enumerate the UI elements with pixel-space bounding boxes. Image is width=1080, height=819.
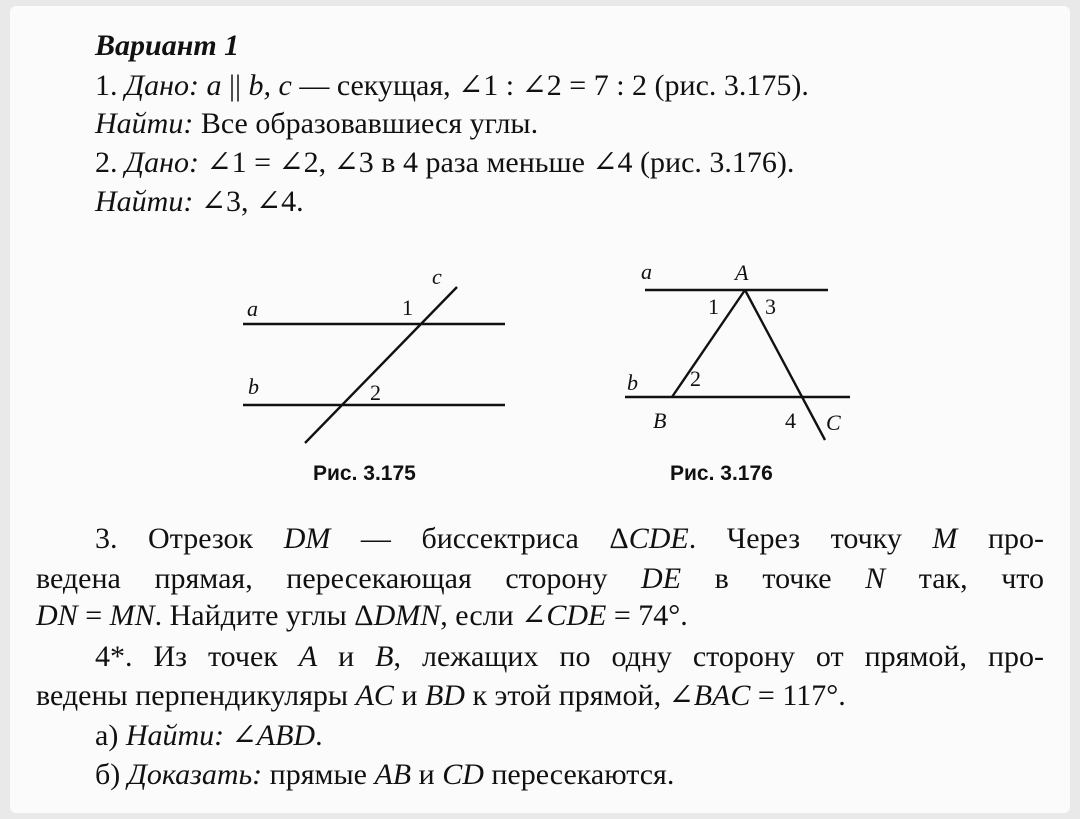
text: 3. Отрезок	[95, 522, 284, 555]
var: DMN	[373, 599, 441, 632]
angle-1-label: 1	[402, 295, 413, 320]
label-a: a	[247, 296, 258, 321]
text: и	[411, 758, 443, 791]
text: ведена прямая, пересекающая сторону	[36, 562, 642, 595]
find-label: Найти:	[95, 107, 194, 140]
prove-label: Доказать:	[127, 758, 263, 791]
parallel-sign: ||	[228, 69, 241, 102]
var: CDE	[628, 522, 689, 555]
text: — биссектриса Δ	[330, 522, 629, 555]
problem-4-line-1	[95, 638, 1044, 676]
text: =	[77, 599, 110, 632]
problem-4-line-2	[36, 678, 846, 714]
text: ведены перпендикуляры	[36, 679, 356, 712]
label-b: b	[248, 374, 259, 399]
find-text: ∠3, ∠4.	[200, 185, 304, 218]
given-text: — секущая, ∠1 : ∠2 = 7 : 2 (рис. 3.175).	[299, 69, 809, 102]
text: = 117°.	[750, 679, 846, 712]
figure-caption-3-175: Рис. 3.175	[313, 462, 416, 485]
vertex-A: A	[735, 260, 749, 285]
text: , лежащих по одну сторону от прямой, про-	[393, 640, 1045, 673]
angle-3-label: 3	[765, 294, 776, 319]
angle-2-label: 2	[690, 366, 701, 391]
given-label: Дано:	[125, 69, 199, 102]
vertex-B: B	[653, 408, 667, 433]
problem-4-part-a	[95, 718, 323, 754]
figure-3-175	[243, 287, 505, 443]
given-text: ∠1 = ∠2, ∠3 в 4 раза меньше ∠4 (рис. 3.176).	[206, 146, 795, 179]
text: б)	[95, 758, 128, 791]
text: к этой прямой, ∠	[464, 679, 694, 712]
variant-title: Вариант 1	[95, 29, 240, 62]
text: . Через точку	[688, 522, 933, 555]
label-b: b	[627, 370, 638, 395]
text: .	[315, 719, 323, 752]
problem-3-line-1	[95, 520, 1044, 558]
text: 4*. Из точек	[95, 640, 299, 673]
var-c: c	[278, 69, 292, 102]
find-label: Найти:	[95, 185, 194, 218]
text: = 74°.	[606, 599, 688, 632]
var: DE	[641, 562, 682, 595]
text: ∠	[224, 719, 257, 752]
find-label: Найти:	[125, 719, 225, 752]
problem-3-line-2	[36, 560, 1044, 598]
problem-3-line-3	[36, 598, 688, 634]
var-a: a	[206, 69, 222, 102]
var: DN	[36, 599, 78, 632]
label-a: a	[641, 259, 652, 284]
var: AB	[374, 758, 412, 791]
angle-2-label: 2	[370, 380, 381, 405]
problem-number: 2.	[95, 146, 118, 179]
figure-caption-3-176: Рис. 3.176	[670, 462, 773, 485]
vertex-C: C	[826, 410, 841, 435]
var: A	[298, 640, 318, 673]
var: MN	[109, 599, 155, 632]
var: BD	[424, 679, 465, 712]
problem-number: 1.	[95, 69, 118, 102]
angle-1-label: 1	[708, 294, 719, 319]
var: ABD	[256, 719, 316, 752]
var: CDE	[546, 599, 607, 632]
var: N	[865, 562, 886, 595]
label-c: c	[432, 264, 442, 289]
text: и	[393, 679, 425, 712]
text: . Найдите углы Δ	[154, 599, 374, 632]
secant-c	[305, 287, 457, 443]
text: и	[317, 640, 376, 673]
var: M	[932, 522, 958, 555]
var: BAC	[693, 679, 751, 712]
var-b: b,	[248, 69, 271, 102]
text: , если ∠	[440, 599, 547, 632]
find-text: Все образовавшиеся углы.	[200, 107, 539, 140]
text: а)	[95, 719, 126, 752]
var: CD	[442, 758, 484, 791]
text: так, что	[885, 562, 1044, 595]
text: пересекаются.	[483, 758, 675, 791]
given-label: Дано:	[125, 146, 199, 179]
var: DM	[283, 522, 331, 555]
var: AC	[355, 679, 394, 712]
text: про-	[957, 522, 1045, 555]
text: прямые	[262, 758, 375, 791]
problem-4-part-b	[95, 757, 674, 793]
text: в точке	[681, 562, 866, 595]
var: B	[375, 640, 394, 673]
angle-4-label: 4	[785, 408, 796, 433]
